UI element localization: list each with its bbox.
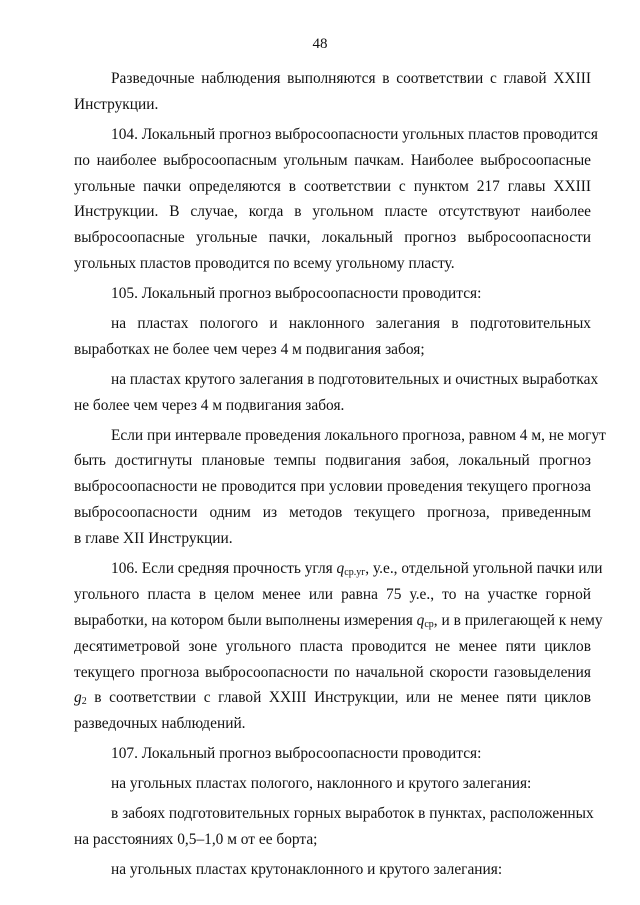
text-segment: , у.е., отдельной угольной пачки или (365, 560, 603, 578)
text-line (74, 771, 591, 797)
text-segment: выбросоопасности одним из методов текущего прогноза, приведенным (74, 504, 591, 522)
text-segment: на пластах крутого залегания в подготовительных и очистных выработках (111, 370, 599, 388)
text-segment: текущего прогноза выбросоопасности по начальной скорости газовыделения (74, 663, 591, 681)
text-line (74, 827, 591, 853)
text-line (74, 225, 591, 251)
text-line (74, 148, 591, 174)
text-segment: Инструкции. В случае, когда в угольном пласте отсутствуют наиболее (74, 203, 591, 221)
text-segment: десятиметровой зоне угольного пласта проводится не менее пяти циклов (74, 637, 591, 655)
text-segment: в забоях подготовительных горных выработок в пунктах, расположенных (111, 805, 594, 823)
text-line (74, 367, 599, 393)
text-line (74, 393, 591, 419)
text-segment: не более чем через 4 м подвигания забоя. (74, 396, 345, 414)
text-line (74, 251, 591, 277)
text-segment: на расстояниях 0,5–1,0 м от ее борта; (74, 830, 318, 848)
formula-subscript: ср.уг (344, 567, 366, 579)
text-segment: разведочных наблюдений. (74, 715, 246, 733)
text-segment: Если при интервале проведения локального прогноза, равном 4 м, не могут (111, 426, 606, 444)
text-line (74, 66, 591, 92)
text-line (74, 174, 591, 200)
text-segment: , и в прилегающей к нему (433, 611, 603, 629)
page-number: 48 (312, 36, 328, 52)
text-line (74, 608, 603, 634)
text-segment: угольных пластов проводится по всему угольному пласту. (74, 255, 455, 273)
formula-symbol: q (416, 611, 425, 629)
text-segment: 105. Локальный прогноз выбросоопасности проводится: (111, 285, 482, 303)
text-line (74, 311, 591, 337)
text-line (74, 281, 591, 307)
text-segment: выбросоопасности не проводится при условии проведения текущего прогноза (74, 478, 591, 496)
formula-symbol: g (74, 689, 82, 707)
text-line (74, 634, 591, 660)
text-segment: на угольных пластах пологого, наклонного и крутого залегания: (111, 775, 532, 793)
text-segment: в соответствии с главой XXIII Инструкции, или не менее пяти циклов (86, 689, 591, 707)
text-line (74, 685, 591, 711)
text-segment: 104. Локальный прогноз выбросоопасности угольных пластов проводится (111, 125, 598, 143)
text-segment: выработках не более чем через 4 м подвигания забоя; (74, 340, 425, 358)
text-segment: на угольных пластах крутонаклонного и крутого залегания: (111, 860, 503, 878)
text-line (74, 423, 606, 449)
text-segment: на пластах пологого и наклонного залегания в подготовительных (111, 315, 591, 333)
text-line (74, 582, 591, 608)
text-segment: Разведочные наблюдения выполняются в соответствии с главой XXIII (111, 70, 591, 87)
document-body (74, 66, 606, 883)
formula-subscript: 2 (81, 696, 87, 708)
text-line (74, 801, 594, 827)
text-segment: Инструкции. (74, 95, 159, 113)
text-segment: выработки, на котором были выполнены измерения (74, 611, 417, 629)
formula-subscript: ср (424, 618, 434, 630)
text-segment: 106. Если средняя прочность угля (111, 560, 337, 578)
text-segment: быть достигнуты плановые темпы подвигания забоя, локальный прогноз (74, 452, 591, 470)
text-line (74, 711, 591, 737)
text-line (74, 337, 591, 363)
text-line (74, 199, 591, 225)
text-line (74, 474, 591, 500)
text-line (74, 526, 591, 552)
text-line (74, 448, 591, 474)
text-line (74, 556, 603, 582)
text-line (74, 741, 591, 767)
text-line (74, 122, 598, 148)
text-line (74, 660, 591, 686)
text-line (74, 92, 591, 118)
text-line (74, 857, 591, 883)
text-segment: 107. Локальный прогноз выбросоопасности проводится: (111, 745, 482, 763)
text-line (74, 500, 591, 526)
formula-symbol: q (336, 560, 345, 578)
text-segment: угольного пласта в целом менее или равна 75 у.е., то на участке горной (74, 585, 591, 603)
text-segment: по наиболее выбросоопасным угольным пачкам. Наиболее выбросоопасные (74, 151, 591, 169)
text-segment: в главе XII Инструкции. (74, 530, 233, 548)
text-segment: выбросоопасные угольные пачки, локальный прогноз выбросоопасности (74, 229, 591, 247)
text-segment: угольные пачки определяются в соответствии с пунктом 217 главы XXIII (74, 177, 591, 195)
